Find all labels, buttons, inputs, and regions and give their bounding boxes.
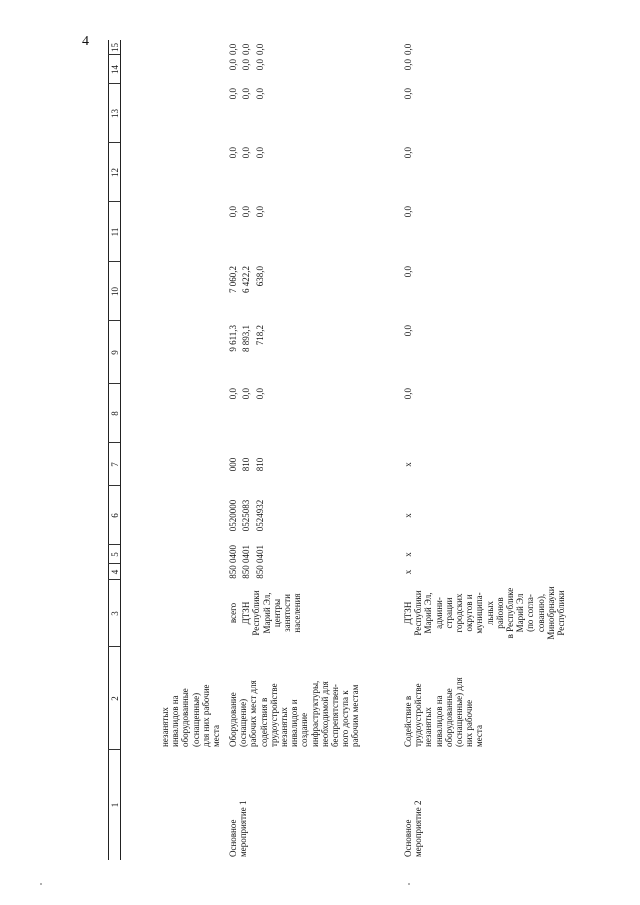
row2-executor: ДТЗН (403, 601, 413, 625)
row1-value-c13: 0,0 (241, 88, 252, 100)
row1-value-c5: 0401 (241, 545, 252, 563)
column-number: 15 (110, 43, 120, 52)
row1-value-c13: 0,0 (254, 88, 265, 100)
row2-value-c5: х (403, 552, 413, 557)
row2-value-c11: 0,0 (403, 206, 413, 218)
row1-value-c8: 0,0 (254, 388, 265, 400)
row2-executor: Марий Эл (515, 593, 526, 633)
row1-executor: центры (271, 598, 282, 628)
row2-executor: страции (443, 597, 454, 629)
row2-description: (оснащенные) для (454, 677, 464, 747)
row1-description: содействия в (258, 697, 269, 747)
column-number: 2 (110, 696, 120, 701)
row2-description: незанятых (423, 707, 434, 747)
column-divider (108, 544, 120, 545)
column-number: 13 (110, 109, 120, 118)
column-number: 8 (110, 411, 120, 416)
row1-value-c6: 0520000 (228, 499, 238, 532)
row1-value-c12: 0,0 (241, 147, 252, 159)
row2-executor: Республики (556, 590, 566, 636)
column-divider (108, 749, 120, 750)
column-divider (108, 485, 120, 486)
rotated-table (108, 40, 640, 860)
row2-description: оборудованные (443, 688, 454, 747)
row1-value-c11: 0,0 (254, 206, 265, 218)
row1-value-c5: 0401 (254, 545, 265, 563)
column-divider (108, 142, 120, 143)
continuation-text: незанятых (160, 707, 170, 747)
row1-description: создание (299, 712, 310, 747)
column-number: 11 (110, 227, 120, 237)
row2-description: места (474, 725, 485, 747)
row2-value-c10: 0,0 (403, 266, 413, 278)
row1-event-name: Основное (228, 819, 238, 857)
row1-value-c11: 0,0 (228, 206, 238, 218)
row1-value-c10: 6 422,2 (241, 266, 252, 293)
row1-value-c11: 0,0 (241, 206, 252, 218)
row1-value-c15: 0,0 (241, 43, 252, 55)
continuation-text: места (211, 725, 221, 747)
row2-value-c7: х (403, 462, 413, 467)
row2-value-c6: х (403, 513, 413, 518)
continuation-text: (оснащенные) (190, 692, 201, 747)
row2-value-c14: 0,0 (403, 59, 413, 71)
row1-value-c7: 810 (241, 457, 252, 472)
row2-executor: Республики (413, 590, 424, 636)
row2-executor: сованию), (535, 593, 546, 633)
column-divider (108, 646, 120, 647)
row2-event-name: мероприятие 2 (413, 800, 424, 857)
row1-value-c5: 0400 (228, 545, 238, 563)
column-number: 10 (110, 287, 120, 296)
row2-value-c9: 0,0 (403, 325, 413, 337)
row1-value-c4: 850 (241, 565, 252, 579)
row2-executor: Минобрнауки (545, 586, 556, 640)
row1-executor: ДТЗН (241, 601, 252, 625)
row1-value-c6: 0524932 (254, 499, 265, 532)
row1-value-c4: 850 (228, 565, 238, 579)
row1-value-c8: 0,0 (241, 388, 252, 400)
row2-description: них рабочие (464, 699, 475, 747)
row1-executor: Республики (251, 590, 262, 636)
row1-value-c15: 0,0 (228, 43, 238, 55)
row1-description: беспрепятствен- (330, 684, 340, 747)
row2-event-name: Основное (403, 819, 413, 857)
column-divider (108, 442, 120, 443)
row1-value-c15: 0,0 (254, 43, 265, 55)
row2-executor: льных (484, 601, 495, 625)
row1-value-c6: 0525083 (241, 499, 252, 532)
row2-value-c8: 0,0 (403, 388, 413, 400)
column-number: 14 (110, 65, 120, 74)
row2-executor: округов и (464, 594, 475, 632)
row1-value-c13: 0,0 (228, 88, 238, 100)
continuation-text: для них рабочие (200, 684, 211, 747)
scan-speck (408, 883, 410, 885)
row1-executor: населения (292, 593, 303, 633)
row2-description: инвалидов на (433, 695, 444, 747)
row2-value-c15: 0,0 (403, 43, 413, 55)
row1-description: незанятых (279, 707, 289, 747)
row1-description: инвалидов и (289, 699, 300, 747)
row1-value-c12: 0,0 (254, 147, 265, 159)
row2-executor: муниципа- (474, 592, 485, 634)
column-divider (108, 563, 120, 564)
row1-description: рабочим местам (350, 684, 361, 747)
row1-value-c14: 0,0 (241, 59, 252, 71)
column-number: 12 (110, 168, 120, 177)
row2-description: Содействие в (403, 695, 413, 747)
column-number: 3 (110, 611, 120, 616)
column-number: 1 (110, 802, 120, 808)
row1-value-c9: 8 893,1 (241, 325, 252, 352)
column-divider (108, 54, 120, 55)
row1-value-c10: 638,0 (254, 266, 265, 287)
row2-description: трудоустройстве (413, 683, 424, 747)
row1-executor: занятости (282, 594, 293, 632)
row1-value-c9: 718,2 (254, 325, 265, 346)
row1-value-c7: 000 (228, 457, 238, 472)
column-divider (108, 201, 120, 202)
column-divider (108, 261, 120, 262)
row2-executor: админи- (433, 597, 444, 629)
column-number: 6 (110, 513, 120, 518)
row2-value-c4: х (403, 569, 413, 575)
row2-value-c12: 0,0 (403, 147, 413, 159)
column-divider (108, 320, 120, 321)
column-number: 7 (110, 462, 120, 467)
row2-value-c13: 0,0 (403, 88, 413, 100)
row2-executor: (по согла- (525, 594, 536, 632)
column-number: 4 (110, 569, 120, 575)
row1-description: (оснащение) (238, 698, 249, 747)
row1-value-c14: 0,0 (228, 59, 238, 71)
page-number: 4 (82, 34, 89, 49)
row1-description: необходимой для (319, 681, 330, 747)
row1-value-c8: 0,0 (228, 388, 238, 400)
column-divider (108, 83, 120, 84)
row1-description: трудоустройстве (268, 683, 279, 747)
row1-description: Оборудование (228, 692, 238, 747)
row2-executor: в Республике (505, 587, 515, 639)
row1-value-c7: 810 (254, 457, 265, 472)
row1-description: инфраструктуры, (309, 680, 320, 747)
row1-value-c14: 0,0 (254, 59, 265, 71)
row1-value-c9: 9 611,3 (228, 325, 238, 352)
row1-event-name: мероприятие 1 (238, 800, 249, 857)
continuation-text: оборудованные (180, 688, 191, 747)
column-divider (108, 579, 120, 580)
row1-value-c4: 850 (254, 565, 265, 579)
row1-description: ного доступа к (340, 690, 351, 747)
table-top-rule (108, 40, 109, 860)
row1-value-c10: 7 060,2 (228, 266, 238, 293)
continuation-text: инвалидов на (170, 695, 181, 747)
row1-total-label: всего (228, 602, 238, 624)
scan-speck (40, 883, 42, 885)
row2-executor: городских (454, 593, 464, 633)
column-number: 9 (110, 350, 120, 355)
row2-executor: районов (494, 597, 505, 629)
row1-value-c12: 0,0 (228, 147, 238, 159)
row1-executor: Марий Эл, (261, 592, 272, 634)
row1-description: рабочих мест для (248, 680, 259, 747)
column-divider (108, 383, 120, 384)
column-number: 5 (110, 552, 120, 557)
row2-executor: Марий Эл, (423, 592, 434, 634)
